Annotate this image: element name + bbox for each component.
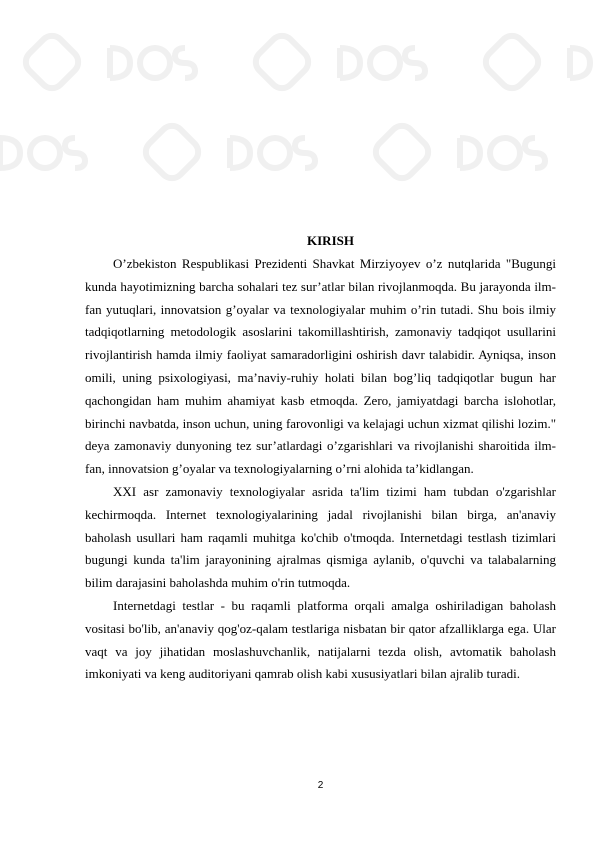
page-number: 2 [317, 780, 324, 791]
document-body [85, 229, 556, 686]
section-heading: KIRISH [307, 233, 354, 248]
paragraph-1: O’zbekiston Respublikasi Prezidenti Shavkat Mirziyoyev o’z nutqlarida "Bugungi kunda hayotimizning barcha sohalari tez sur’atlar bilan rivojlanmoqda. Bu jarayonda ilm-fan yutuqlari, innovatsion g’oyalar va texnologiyalar muhim o’rin tutadi. Shu bois ilmiy tadqiqotlarning metodologik asoslarini takomillashtirish, zamonaviy tadqiqot usullarini rivojlantirish hamda ilmiy faoliyat samaradorligini oshirish davr talabidir. Ayniqsa, inson omili, uning psixologiyasi, ma’naviy-ruhiy holati bilan bog’liq tadqiqotlar bugun har qachongidan ham muhim ahamiyat kasb etmoqda. Zero, jamiyatdagi barcha islohotlar, birinchi navbatda, inson uchun, uning farovonligi va kelajagi uchun xizmat qilishi lozim." deya zamonaviy dunyoning tez sur’atlardagi o’zgarishlari va rivojlanishi sharoitida ilm-fan, innovatsion g’oyalar va texnologiyalarning o’rni alohida ta’kidlangan. [85, 256, 556, 477]
paragraph-2: XXI asr zamonaviy texnologiyalar asrida ta'lim tizimi ham tubdan o'zgarishlar kechirmoqda. Internet texnologiyalarining jadal rivojlanishi bilan birga, an'anaviy baholash usullari ham raqamli muhitga ko'chib o'tmoqda. Internetdagi testlash tizimlari bugungi kunda ta'lim jarayonining ajralmas qismiga aylanib, o'quvchi va talabalarning bilim darajasini baholashda muhim o'rin tutmoqda. [85, 483, 556, 591]
paragraph-3: Internetdagi testlar - bu raqamli platforma orqali amalga oshiriladigan baholash vositasi bo'lib, an'anaviy qog'oz-qalam testlariga nisbatan bir qator afzalliklarga ega. Ular vaqt va joy jihatidan moslashuvchanlik, natijalarni tezda olish, avtomatik baholash imkoniyati va keng auditoriyani qamrab olish kabi xususiyatlari bilan ajralib turadi. [85, 597, 556, 682]
